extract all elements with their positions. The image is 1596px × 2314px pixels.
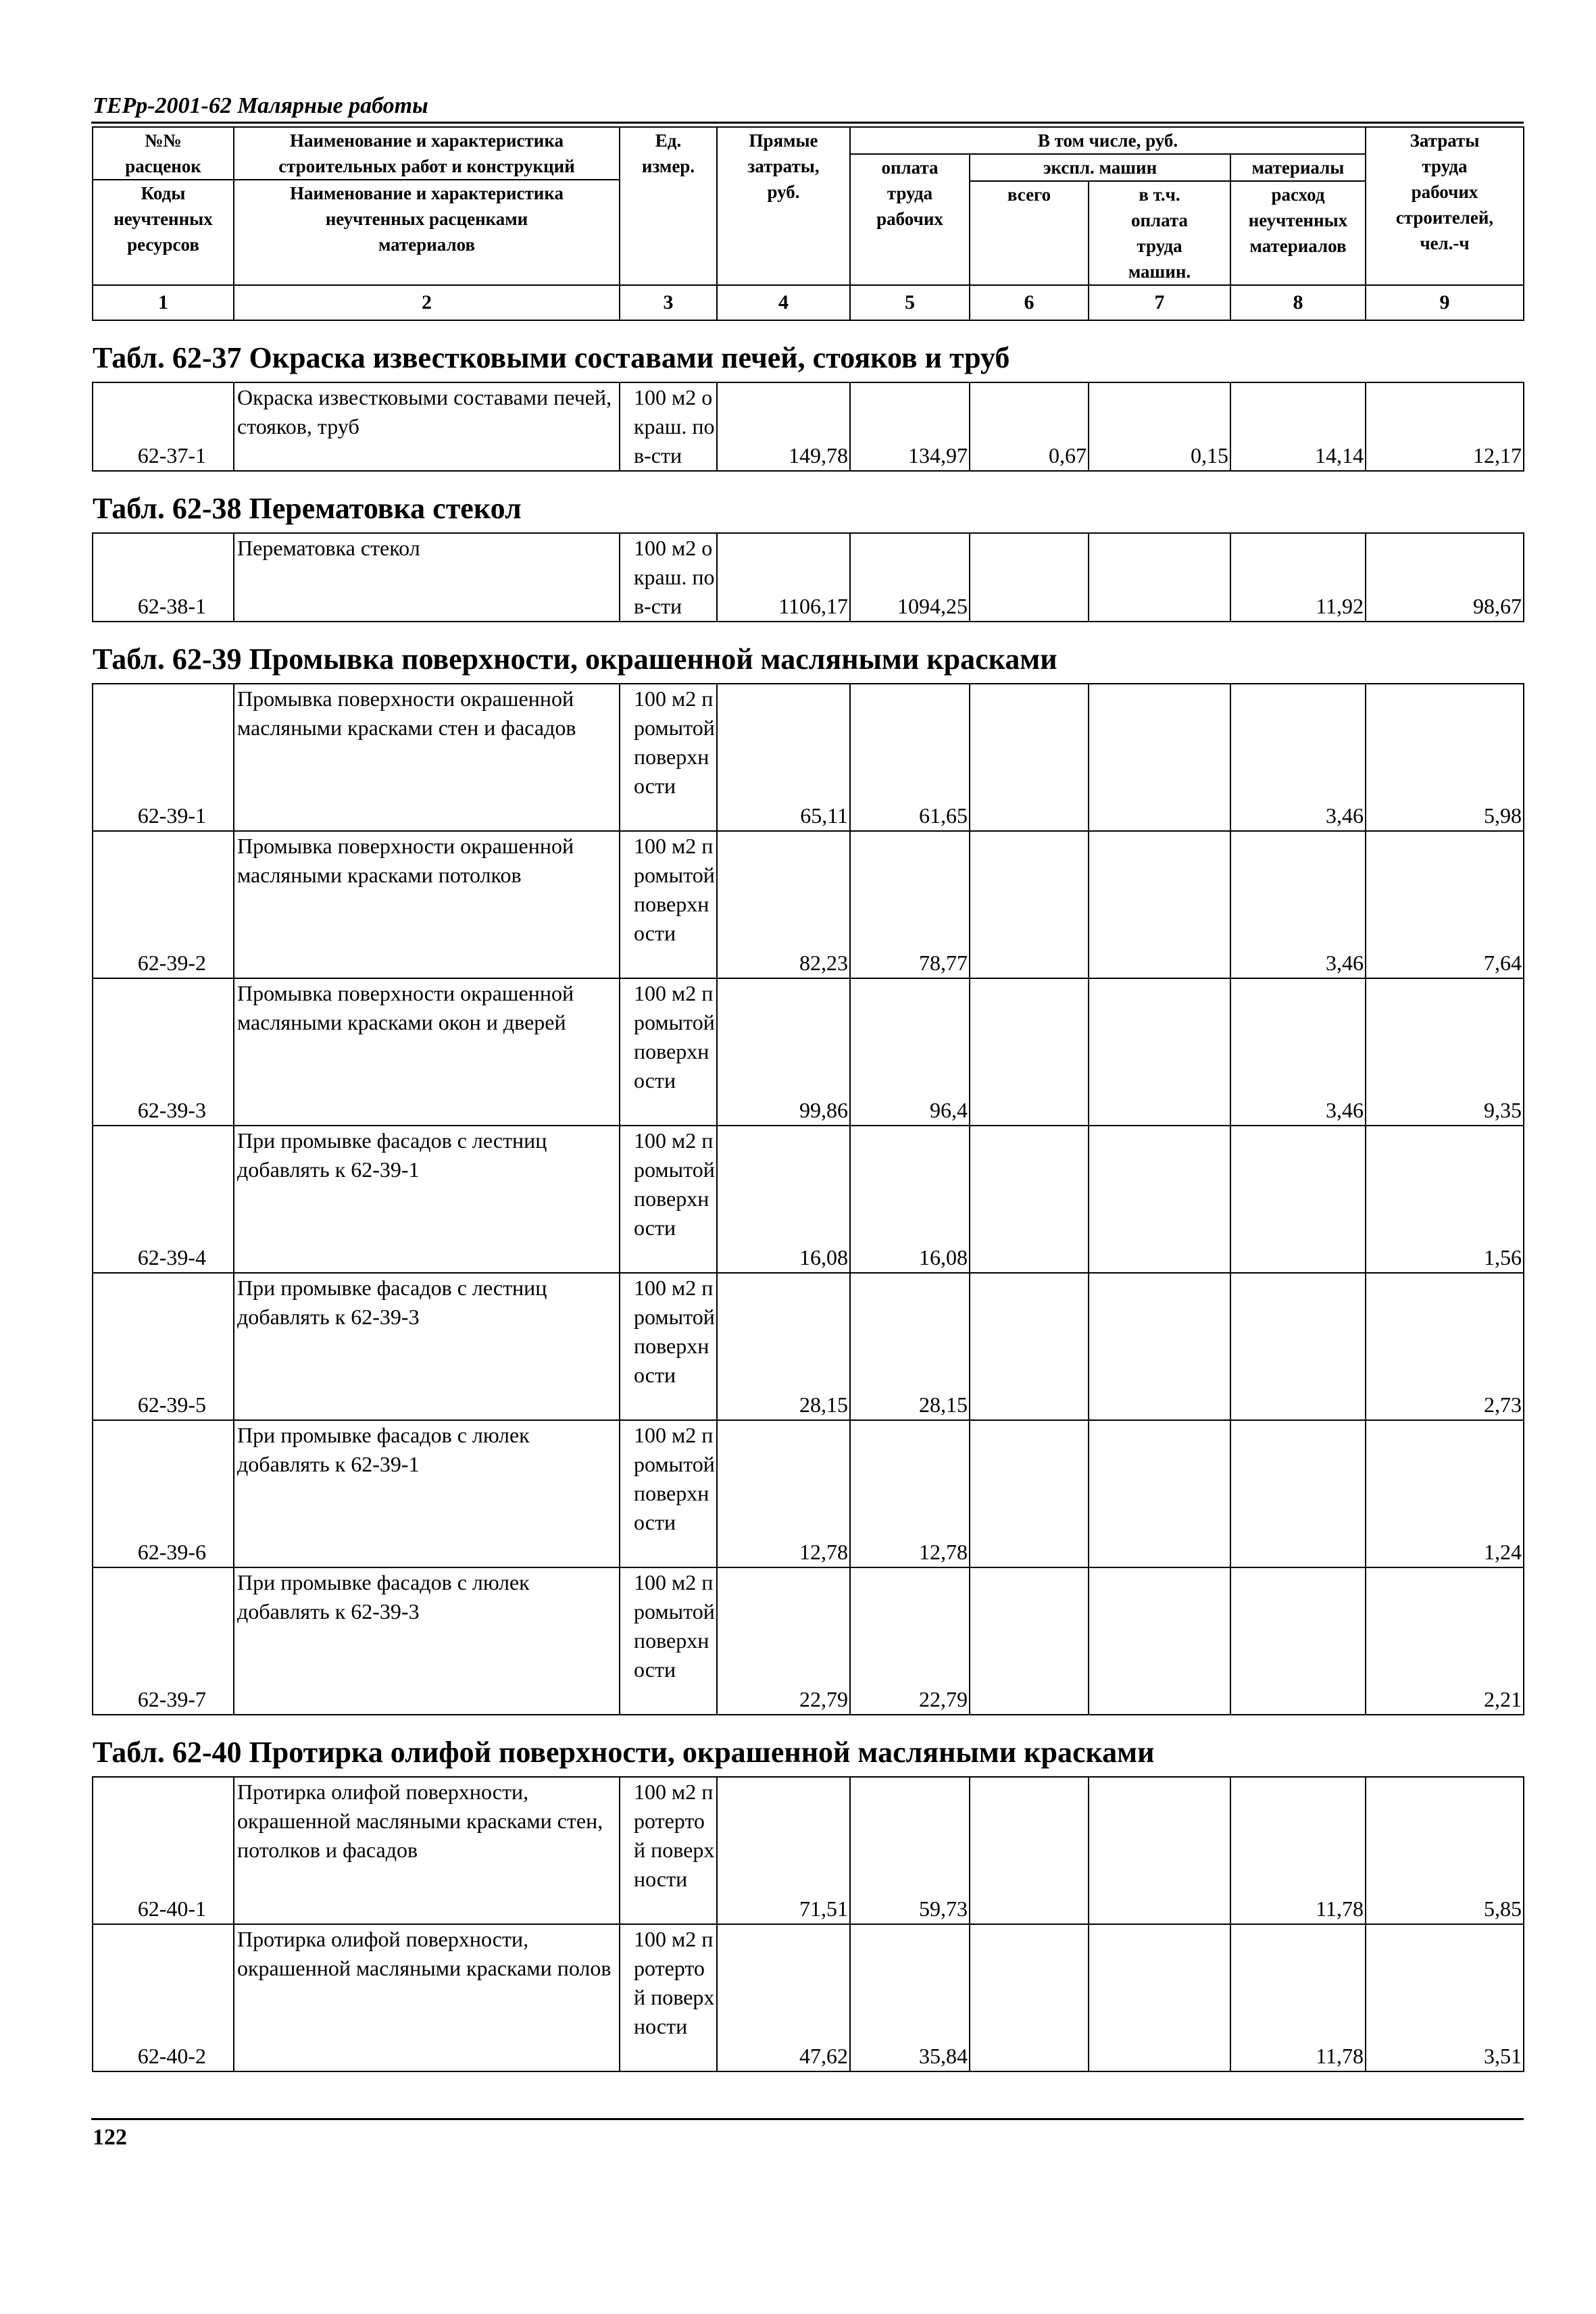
row-materials <box>1230 1126 1366 1273</box>
table-row <box>93 1420 1524 1567</box>
section-title: Табл. 62-40 Протирка олифой поверхности, окрашенной масляными красками <box>93 1736 1155 1769</box>
section-title: Табл. 62-38 Перематовка стекол <box>93 492 522 525</box>
row-labor: 1,56 <box>1366 1126 1524 1273</box>
row-direct-costs: 28,15 <box>717 1273 850 1420</box>
row-direct-costs: 22,79 <box>717 1567 850 1715</box>
row-direct-costs: 82,23 <box>717 831 850 978</box>
row-wages: 16,08 <box>850 1126 970 1273</box>
row-code: 62-39-1 <box>93 684 234 831</box>
row-unit: 100 м2 промытой поверхности <box>620 1273 717 1420</box>
row-machine-wages <box>1089 533 1230 622</box>
row-wages: 12,78 <box>850 1420 970 1567</box>
row-unit: 100 м2 промытой поверхности <box>620 1126 717 1273</box>
row-unit: 100 м2 промытой поверхности <box>620 684 717 831</box>
row-materials <box>1230 1567 1366 1715</box>
row-code: 62-39-6 <box>93 1420 234 1567</box>
row-materials: 11,78 <box>1230 1777 1366 1924</box>
column-header-table <box>92 126 1524 321</box>
section-title: Табл. 62-37 Окраска известковыми составами печей, стояков и труб <box>93 341 1010 374</box>
row-machine-wages <box>1089 1924 1230 2071</box>
row-machines <box>970 1126 1089 1273</box>
row-machines <box>970 1273 1089 1420</box>
row-machine-wages <box>1089 1777 1230 1924</box>
row-labor: 2,21 <box>1366 1567 1524 1715</box>
row-unit: 100 м2 промытой поверхности <box>620 831 717 978</box>
row-name: При промывке фасадов с лестниц добавлять к 62-39-1 <box>234 1126 620 1273</box>
row-machines <box>970 533 1089 622</box>
row-machines <box>970 684 1089 831</box>
row-machine-wages <box>1089 1567 1230 1715</box>
row-machine-wages <box>1089 1273 1230 1420</box>
row-machines <box>970 1924 1089 2071</box>
row-wages: 78,77 <box>850 831 970 978</box>
row-materials: 3,46 <box>1230 978 1366 1126</box>
table-row <box>93 831 1524 978</box>
row-name: Окраска известковыми составами печей, стояков, труб <box>234 382 620 471</box>
row-machine-wages <box>1089 684 1230 831</box>
table-row <box>93 1924 1524 2071</box>
header-machine-wages: в т.ч. оплата труда машин. <box>1089 181 1230 285</box>
row-direct-costs: 47,62 <box>717 1924 850 2071</box>
col-number: 4 <box>717 285 850 320</box>
row-materials: 3,46 <box>1230 831 1366 978</box>
col-number: 1 <box>93 285 234 320</box>
row-machines <box>970 1420 1089 1567</box>
row-name: При промывке фасадов с люлек добавлять к 62-39-3 <box>234 1567 620 1715</box>
row-machines <box>970 1777 1089 1924</box>
row-machine-wages <box>1089 978 1230 1126</box>
row-labor: 98,67 <box>1366 533 1524 622</box>
table-row <box>93 684 1524 831</box>
row-unit: 100 м2 окраш. пов-сти <box>620 382 717 471</box>
row-materials: 11,78 <box>1230 1924 1366 2071</box>
row-labor: 5,98 <box>1366 684 1524 831</box>
col-number: 8 <box>1230 285 1366 320</box>
row-machines <box>970 978 1089 1126</box>
header-unit: Ед. измер. <box>620 127 717 285</box>
row-wages: 134,97 <box>850 382 970 471</box>
table-row <box>93 978 1524 1126</box>
row-code: 62-39-5 <box>93 1273 234 1420</box>
row-code: 62-39-4 <box>93 1126 234 1273</box>
row-direct-costs: 99,86 <box>717 978 850 1126</box>
header-machines-group: экспл. машин <box>970 154 1230 181</box>
table-row <box>93 1567 1524 1715</box>
row-code: 62-39-2 <box>93 831 234 978</box>
row-unit: 100 м2 окраш. пов-сти <box>620 533 717 622</box>
sections-container <box>91 321 1524 2072</box>
col-number: 9 <box>1366 285 1524 320</box>
rates-table <box>92 683 1524 1715</box>
col-number: 3 <box>620 285 717 320</box>
header-name: Наименование и характеристика строительных работ и конструкций Наименование и характеристика неучтенных расценками материалов <box>234 127 620 285</box>
row-direct-costs: 12,78 <box>717 1420 850 1567</box>
row-direct-costs: 149,78 <box>717 382 850 471</box>
row-name: Промывка поверхности окрашенной масляными красками потолков <box>234 831 620 978</box>
table-row <box>93 1273 1524 1420</box>
row-code: 62-40-2 <box>93 1924 234 2071</box>
row-labor: 1,24 <box>1366 1420 1524 1567</box>
header-direct-costs: Прямые затраты, руб. <box>717 127 850 285</box>
row-direct-costs: 1106,17 <box>717 533 850 622</box>
col-number: 5 <box>850 285 970 320</box>
document-page <box>91 88 1524 2072</box>
header-materials: материалы расход неучтенных материалов <box>1230 154 1366 285</box>
row-unit: 100 м2 промытой поверхности <box>620 1420 717 1567</box>
row-labor: 12,17 <box>1366 382 1524 471</box>
row-materials <box>1230 1420 1366 1567</box>
row-name: Перематовка стекол <box>234 533 620 622</box>
row-wages: 1094,25 <box>850 533 970 622</box>
row-materials: 14,14 <box>1230 382 1366 471</box>
table-row <box>93 1777 1524 1924</box>
row-labor: 9,35 <box>1366 978 1524 1126</box>
row-machines: 0,67 <box>970 382 1089 471</box>
row-labor: 3,51 <box>1366 1924 1524 2071</box>
row-name: Протирка олифой поверхности, окрашенной масляными красками полов <box>234 1924 620 2071</box>
row-labor: 2,73 <box>1366 1273 1524 1420</box>
row-direct-costs: 16,08 <box>717 1126 850 1273</box>
row-wages: 61,65 <box>850 684 970 831</box>
rates-table <box>92 382 1524 472</box>
row-name: Протирка олифой поверхности, окрашенной масляными красками стен, потолков и фасадов <box>234 1777 620 1924</box>
header-labor: Затраты труда рабочих строителей, чел.-ч <box>1366 127 1524 285</box>
header-machines-total: всего <box>970 181 1089 285</box>
col-number: 7 <box>1089 285 1230 320</box>
rates-table <box>92 532 1524 622</box>
row-unit: 100 м2 протертой поверхности <box>620 1777 717 1924</box>
row-unit: 100 м2 промытой поверхности <box>620 1567 717 1715</box>
section-title: Табл. 62-39 Промывка поверхности, окрашенной масляными красками <box>93 643 1057 676</box>
header-code: №№ расценок Коды неучтенных ресурсов <box>93 127 234 285</box>
row-materials: 11,92 <box>1230 533 1366 622</box>
page-number: 122 <box>93 2125 127 2150</box>
row-name: Промывка поверхности окрашенной масляными красками стен и фасадов <box>234 684 620 831</box>
row-machines <box>970 831 1089 978</box>
row-name: При промывке фасадов с лестниц добавлять к 62-39-3 <box>234 1273 620 1420</box>
row-unit: 100 м2 протертой поверхности <box>620 1924 717 2071</box>
row-direct-costs: 65,11 <box>717 684 850 831</box>
row-code: 62-38-1 <box>93 533 234 622</box>
rates-table <box>92 1776 1524 2072</box>
row-wages: 96,4 <box>850 978 970 1126</box>
row-wages: 35,84 <box>850 1924 970 2071</box>
row-labor: 5,85 <box>1366 1777 1524 1924</box>
row-code: 62-39-7 <box>93 1567 234 1715</box>
row-name: При промывке фасадов с люлек добавлять к 62-39-1 <box>234 1420 620 1567</box>
row-wages: 28,15 <box>850 1273 970 1420</box>
row-machine-wages: 0,15 <box>1089 382 1230 471</box>
row-code: 62-39-3 <box>93 978 234 1126</box>
running-head: ТЕРр-2001-62 Малярные работы <box>91 88 1524 124</box>
row-wages: 59,73 <box>850 1777 970 1924</box>
row-code: 62-37-1 <box>93 382 234 471</box>
header-wages: оплата труда рабочих <box>850 154 970 285</box>
row-direct-costs: 71,51 <box>717 1777 850 1924</box>
footer-rule <box>91 2118 1524 2120</box>
col-number: 6 <box>970 285 1089 320</box>
table-row <box>93 382 1524 471</box>
row-materials <box>1230 1273 1366 1420</box>
row-machines <box>970 1567 1089 1715</box>
row-machine-wages <box>1089 1126 1230 1273</box>
row-labor: 7,64 <box>1366 831 1524 978</box>
row-code: 62-40-1 <box>93 1777 234 1924</box>
col-number: 2 <box>234 285 620 320</box>
row-unit: 100 м2 промытой поверхности <box>620 978 717 1126</box>
row-machine-wages <box>1089 1420 1230 1567</box>
row-name: Промывка поверхности окрашенной масляными красками окон и дверей <box>234 978 620 1126</box>
row-materials: 3,46 <box>1230 684 1366 831</box>
table-row <box>93 533 1524 622</box>
row-wages: 22,79 <box>850 1567 970 1715</box>
header-group: В том числе, руб. <box>850 127 1366 154</box>
row-machine-wages <box>1089 831 1230 978</box>
table-row <box>93 1126 1524 1273</box>
